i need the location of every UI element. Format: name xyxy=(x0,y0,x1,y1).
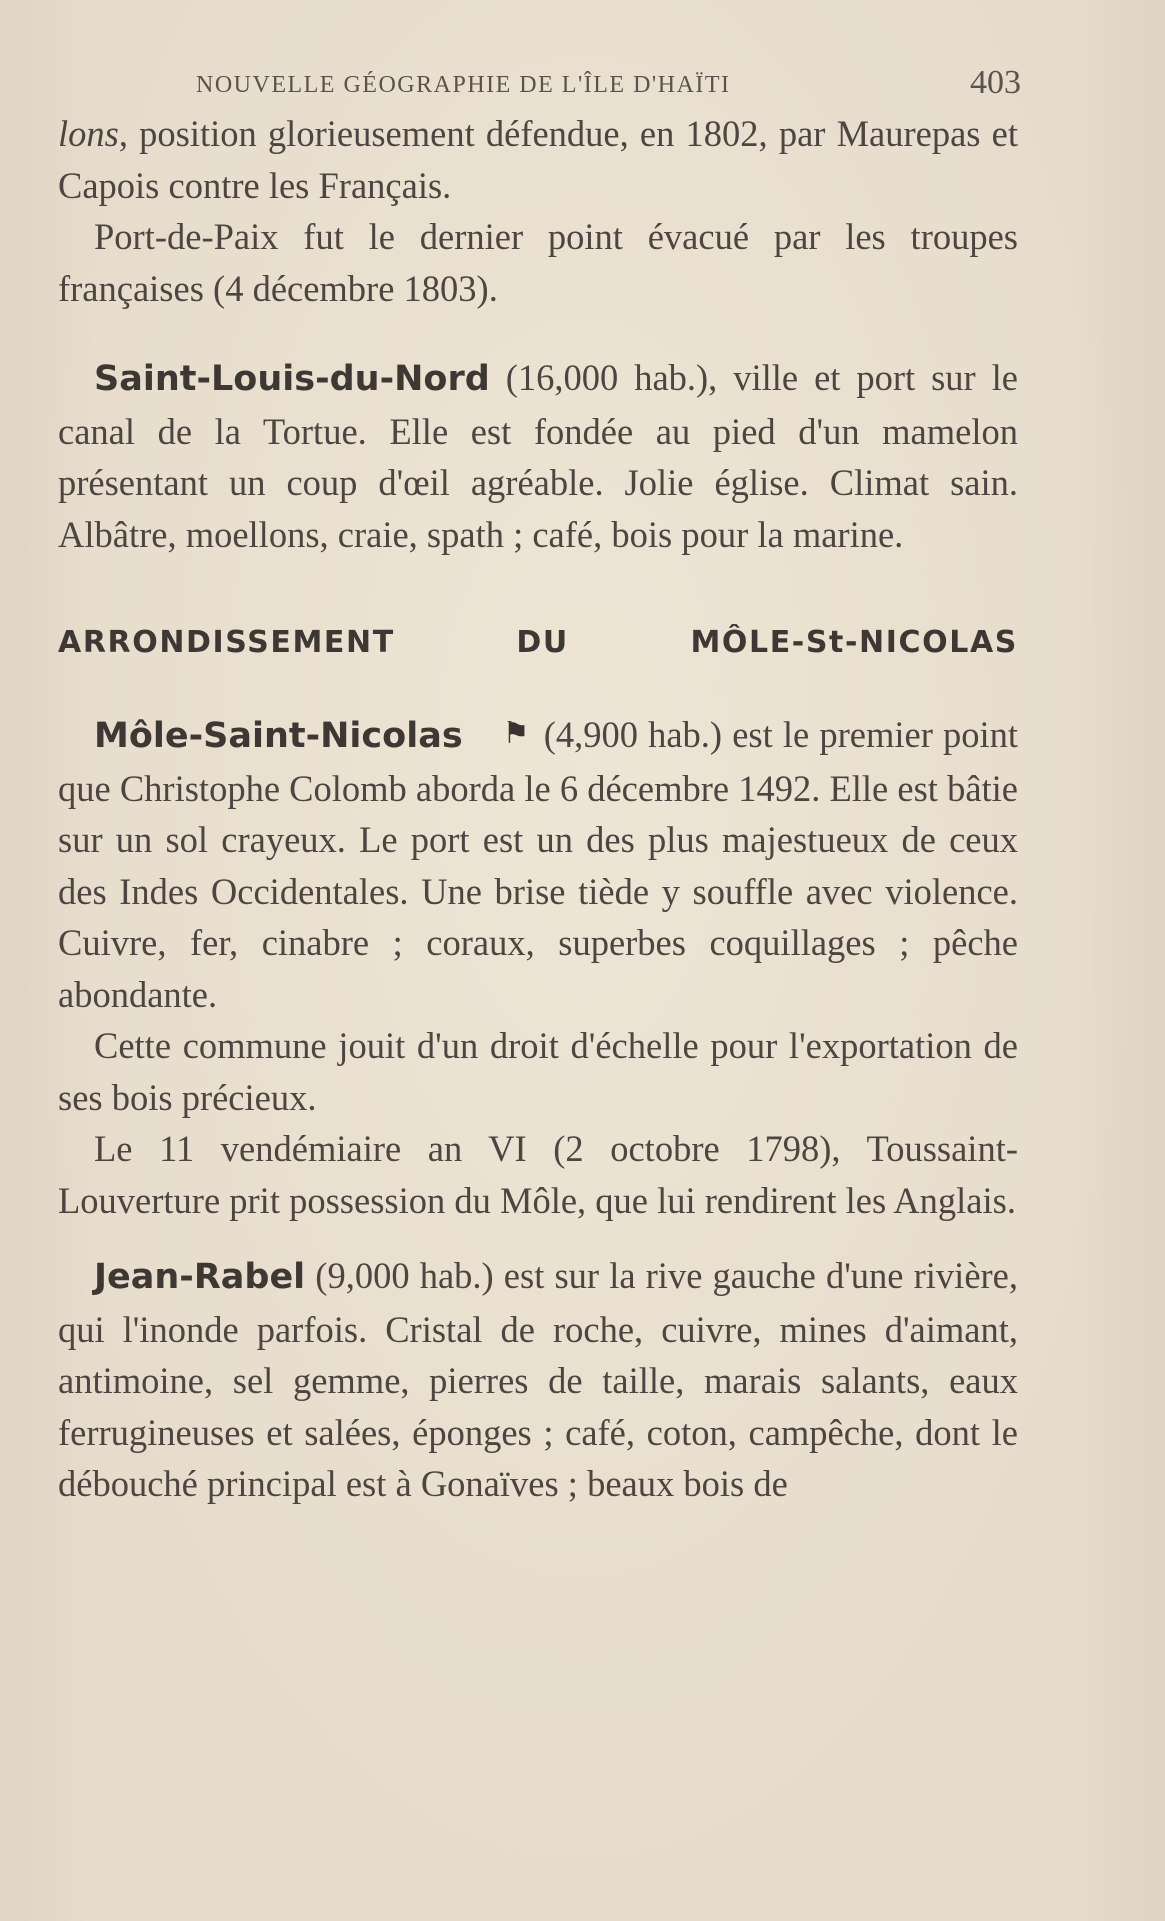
section-heading-word: MÔLE-St-NICOLAS xyxy=(690,625,1018,660)
paragraph-text: (9,000 hab.) est sur la rive gauche d'une rivière, qui l'inonde parfois. Cristal de roche, cuivre, mines d'aimant, antimoine, sel gemme, pierres de taille, marais salants, eaux ferrugineuses et salées, éponges ; café, coton, campêche, dont le débouché principal est à Gonaïves ; beaux bois de xyxy=(58,1255,1018,1504)
paragraph-text: , position glorieusement défendue, en 1802, par Maurepas et Capois contre les Français. xyxy=(58,113,1018,206)
place-name: Môle-Saint-Nicolas xyxy=(94,716,463,756)
italic-fragment: lons xyxy=(58,113,119,154)
anchor-port-icon: ⚑ xyxy=(502,716,530,751)
section-heading xyxy=(58,618,1018,668)
section-heading-word: ARRONDISSEMENT xyxy=(58,625,395,660)
body-text xyxy=(58,108,1018,1510)
paragraph-echelle: Cette commune jouit d'un droit d'échelle pour l'exportation de ses bois précieux. xyxy=(58,1025,1018,1118)
paragraph-mole-saint-nicolas xyxy=(58,708,1018,1020)
paragraph-maurepas xyxy=(58,108,1018,211)
place-name: Saint-Louis-du-Nord xyxy=(94,359,490,399)
paragraph-jean-rabel xyxy=(58,1250,1018,1510)
place-name: Jean-Rabel xyxy=(94,1257,306,1297)
paragraph-toussaint: Le 11 vendémiaire an VI (2 octobre 1798), Toussaint-Louverture prit possession du Môle, que lui rendirent les Anglais. xyxy=(58,1128,1018,1221)
running-title: NOUVELLE GÉOGRAPHIE DE L'ÎLE D'HAÏTI xyxy=(196,72,731,98)
paragraph-text: (16,000 hab.), ville et port sur le canal de la Tortue. Elle est fondée au pied d'un mamelon présentant un coup d'œil agréable. Jolie église. Climat sain. Albâtre, moellons, craie, spath ; café, bois pour la marine. xyxy=(58,357,1018,555)
paragraph-saint-louis xyxy=(58,352,1018,560)
paragraph-port-de-paix: Port-de-Paix fut le dernier point évacué par les troupes françaises (4 décembre 1803). xyxy=(58,216,1018,309)
running-head xyxy=(58,60,1021,108)
section-heading-word: DU xyxy=(516,625,569,660)
book-page xyxy=(58,60,1021,1510)
paragraph-text: (4,900 hab.) est le premier point que Christophe Colomb aborda le 6 décembre 1492. Elle est bâtie sur un sol crayeux. Le port est un des plus majestueux de ceux des Indes Occidentales. Une brise tiède y souffle avec violence. Cuivre, fer, cinabre ; coraux, superbes coquillages ; pêche abondante. xyxy=(58,714,1018,1015)
page-number: 403 xyxy=(970,64,1021,101)
